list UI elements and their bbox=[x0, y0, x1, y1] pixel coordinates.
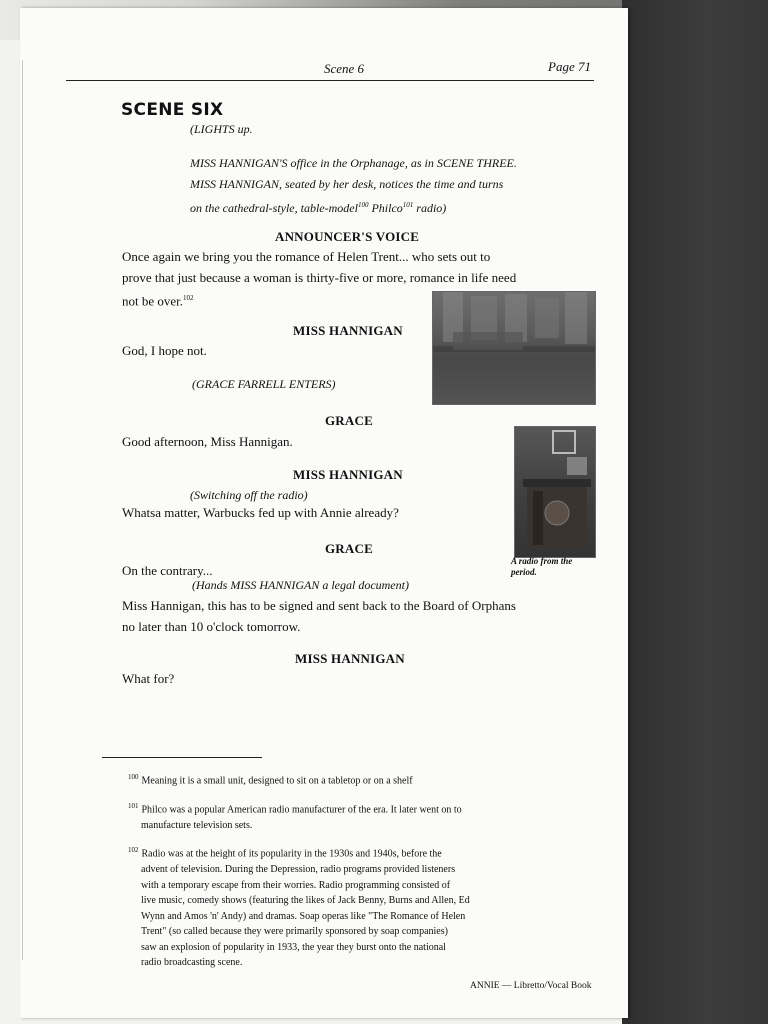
page-margin-line bbox=[22, 60, 23, 960]
footnote-ref-100: 100 bbox=[357, 201, 369, 209]
office-photo-image bbox=[433, 292, 595, 404]
header-scene: Scene 6 bbox=[324, 61, 365, 76]
radio-photo-caption: A radio from the period. bbox=[511, 556, 573, 577]
grace-line-1: Good afternoon, Miss Hannigan. bbox=[122, 434, 293, 449]
setting-line-3-text: on the cathedral-style, table-model bbox=[190, 201, 358, 215]
footnote-102-line-3: with a temporary escape from their worries. Radio programming consisted of bbox=[141, 879, 451, 891]
radio-photo-image bbox=[515, 427, 595, 557]
header-rule bbox=[66, 80, 594, 81]
footnote-ref-101: 101 bbox=[402, 201, 414, 209]
scan-dark-edge bbox=[622, 0, 768, 1024]
announcer-line-1: Once again we bring you the romance of Helen Trent... who sets out to bbox=[122, 249, 491, 264]
footnote-ref-102: 102 bbox=[183, 294, 194, 302]
footnote-102-line-8: radio broadcasting scene. bbox=[141, 957, 243, 969]
speaker-miss-hannigan-3: MISS HANNIGAN bbox=[295, 651, 405, 666]
footnote-102-line-5: Wynn and Amos 'n' Andy) and dramas. Soap operas like "The Romance of Helen bbox=[141, 910, 466, 922]
speaker-miss-hannigan-2: MISS HANNIGAN bbox=[293, 467, 403, 482]
header-page-number: Page 71 bbox=[548, 59, 591, 74]
grace-dialogue-2 bbox=[122, 595, 592, 637]
radio-photo bbox=[514, 426, 596, 558]
speaker-grace-1: GRACE bbox=[325, 413, 373, 428]
footnote-102-number: 102 bbox=[128, 846, 139, 854]
footnote-101-number: 101 bbox=[128, 802, 139, 810]
footnote-102-line-7: saw an explosion of popularity in 1933, the year they burst onto the national bbox=[141, 941, 446, 953]
grace-line-2b: Miss Hannigan, this has to be signed and sent back to the Board of Orphans bbox=[122, 598, 516, 613]
footnote-102-line-6: Trent" (so called because they were primarily sponsored by soap companies) bbox=[141, 926, 448, 938]
hannigan-line-2: Whatsa matter, Warbucks fed up with Annie already? bbox=[122, 505, 399, 520]
footnote-102-line-1: Radio was at the height of its popularity in the 1930s and 1940s, before the bbox=[141, 848, 442, 860]
stage-direction-lights: (LIGHTS up. bbox=[190, 122, 253, 136]
setting-line-3 bbox=[190, 195, 550, 219]
stage-direction-setting bbox=[190, 153, 550, 219]
footnote-rule bbox=[102, 757, 262, 758]
setting-line-2: MISS HANNIGAN, seated by her desk, notices the time and turns bbox=[190, 177, 504, 191]
footnote-100-number: 100 bbox=[128, 773, 139, 781]
speaker-announcer: ANNOUNCER'S VOICE bbox=[275, 229, 420, 244]
footnote-101-line-1: Philco was a popular American radio manufacturer of the era. It later went on to bbox=[141, 804, 462, 816]
hannigan-line-3: What for? bbox=[122, 671, 175, 686]
setting-philco: Philco bbox=[368, 201, 403, 215]
speaker-miss-hannigan-1: MISS HANNIGAN bbox=[293, 323, 403, 338]
announcer-line-3-text: not be over. bbox=[122, 293, 184, 309]
footnote-102-line-4: live music, comedy shows (featuring the likes of Jack Benny, Burns and Allen, Ed bbox=[141, 895, 470, 907]
stage-direction-switching-off: (Switching off the radio) bbox=[190, 488, 308, 502]
speaker-grace-2: GRACE bbox=[325, 541, 373, 556]
footnote-101 bbox=[128, 799, 548, 834]
hannigan-line-1: God, I hope not. bbox=[122, 343, 207, 358]
setting-line-1: MISS HANNIGAN'S office in the Orphanage, as in SCENE THREE. bbox=[190, 156, 517, 170]
stage-direction-grace-enters: (GRACE FARRELL ENTERS) bbox=[192, 377, 336, 391]
grace-line-2c: no later than 10 o'clock tomorrow. bbox=[122, 619, 301, 634]
footnote-102 bbox=[128, 843, 548, 971]
footnote-100-text: Meaning it is a small unit, designed to sit on a tabletop or on a shelf bbox=[141, 775, 413, 787]
scene-title: SCENE SIX bbox=[121, 100, 224, 120]
office-photo bbox=[432, 291, 596, 405]
stage-direction-hands-document: (Hands MISS HANNIGAN a legal document) bbox=[192, 578, 409, 592]
footnote-101-line-2: manufacture television sets. bbox=[141, 819, 253, 831]
announcer-line-2: prove that just because a woman is thirty-five or more, romance in life need bbox=[122, 270, 517, 285]
grace-line-2a: On the contrary... bbox=[122, 563, 213, 578]
footnote-102-line-2: advent of television. During the Depression, radio programs provided listeners bbox=[141, 863, 456, 875]
setting-radio: radio) bbox=[413, 201, 447, 215]
page-footer: ANNIE — Libretto/Vocal Book bbox=[470, 981, 592, 991]
footnote-100 bbox=[128, 770, 413, 789]
